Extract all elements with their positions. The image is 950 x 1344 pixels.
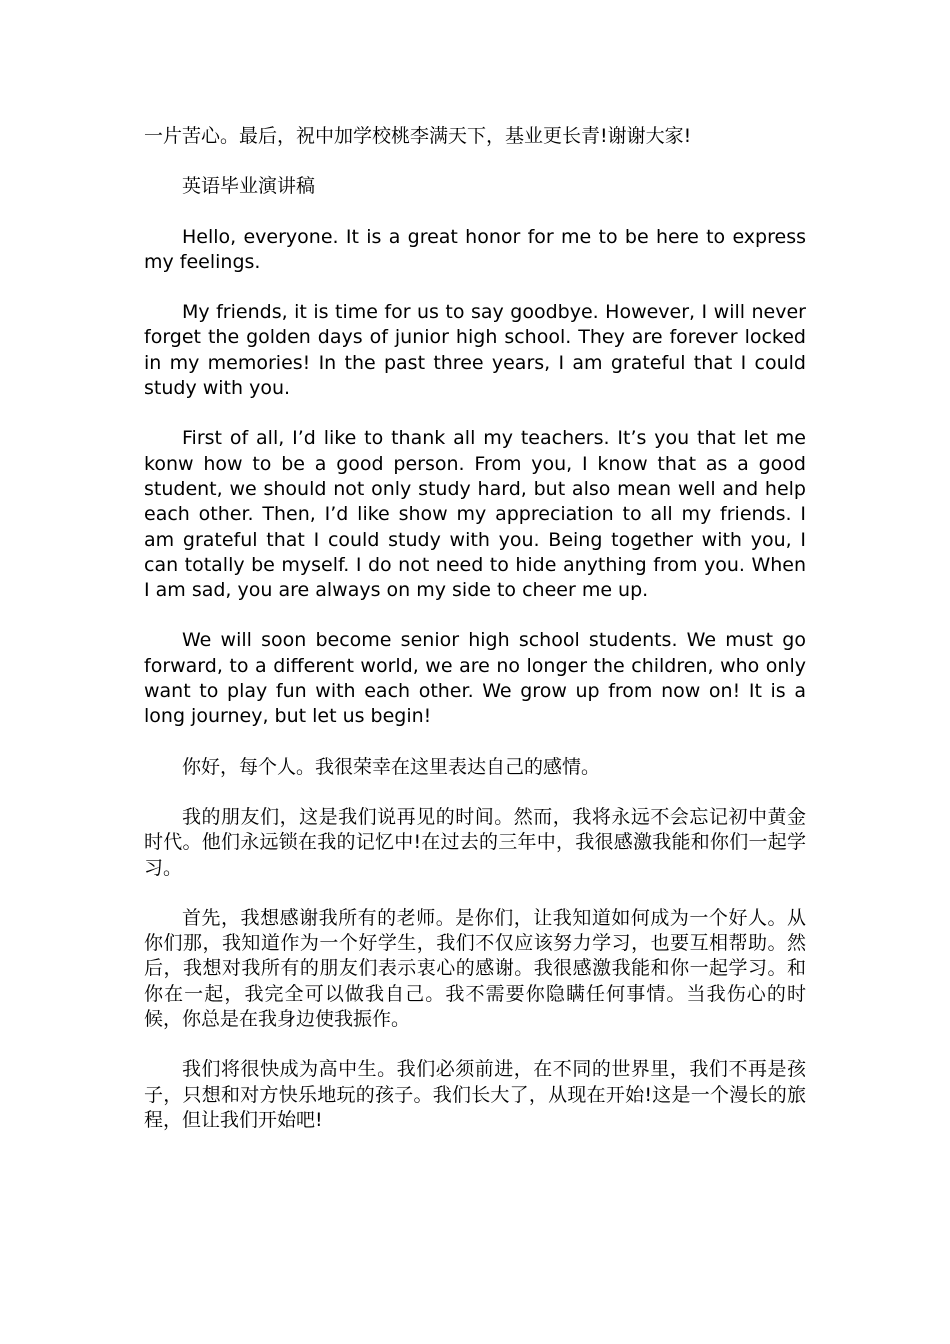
document-body <box>144 124 806 1133</box>
paragraph-zh-thanks: 首先，我想感谢我所有的老师。是你们，让我知道如何成为一个好人。从你们那，我知道作为一个好学生，我们不仅应该努力学习，也要互相帮助。然后，我想对我所有的朋友们表示衷心的感谢。我很感激我能和你一起学习。和你在一起，我完全可以做我自己。我不需要你隐瞒任何事情。当我伤心的时候，你总是在我身边使我振作。 <box>144 906 806 1031</box>
paragraph-zh-greeting: 你好，每个人。我很荣幸在这里表达自己的感情。 <box>182 755 601 778</box>
section-title: 英语毕业演讲稿 <box>182 175 316 198</box>
paragraph-en-friends: My friends, it is time for us to say goodbye. However, I will never forget the golden days of junior high school. They are forever locked in my memories! In the past three years, I am grateful that I could study with you. <box>144 301 806 400</box>
paragraph-zh-future: 我们将很快成为高中生。我们必须前进，在不同的世界里，我们不再是孩子，只想和对方快乐地玩的孩子。我们长大了，从现在开始!这是一个漫长的旅程，但让我们开始吧! <box>144 1058 806 1131</box>
paragraph-en-thanks: First of all, I’d like to thank all my teachers. It’s you that let me konw how to be a good person. From you, I know that as a good student, we should not only study hard, but also mean well and help each other. Then, I’d like show my appreciation to all my friends. I am grateful that I could study with you. Being together with you, I can totally be myself. I do not need to hide anything from you. When I am sad, you are always on my side to cheer me up. <box>144 427 806 602</box>
paragraph-zh-friends: 我的朋友们，这是我们说再见的时间。然而，我将永远不会忘记初中黄金时代。他们永远锁在我的记忆中!在过去的三年中，我很感激我能和你们一起学习。 <box>144 805 806 879</box>
paragraph-closing-line: 一片苦心。最后，祝中加学校桃李满天下，基业更长青!谢谢大家! <box>144 125 692 147</box>
paragraph-en-greeting: Hello, everyone. It is a great honor for me to be here to express my feelings. <box>144 225 806 273</box>
paragraph-en-future: We will soon become senior high school students. We must go forward, to a different world, we are no longer the children, who only want to play fun with each other. We grow up from now on! It is a long journey, but let us begin! <box>144 629 806 728</box>
